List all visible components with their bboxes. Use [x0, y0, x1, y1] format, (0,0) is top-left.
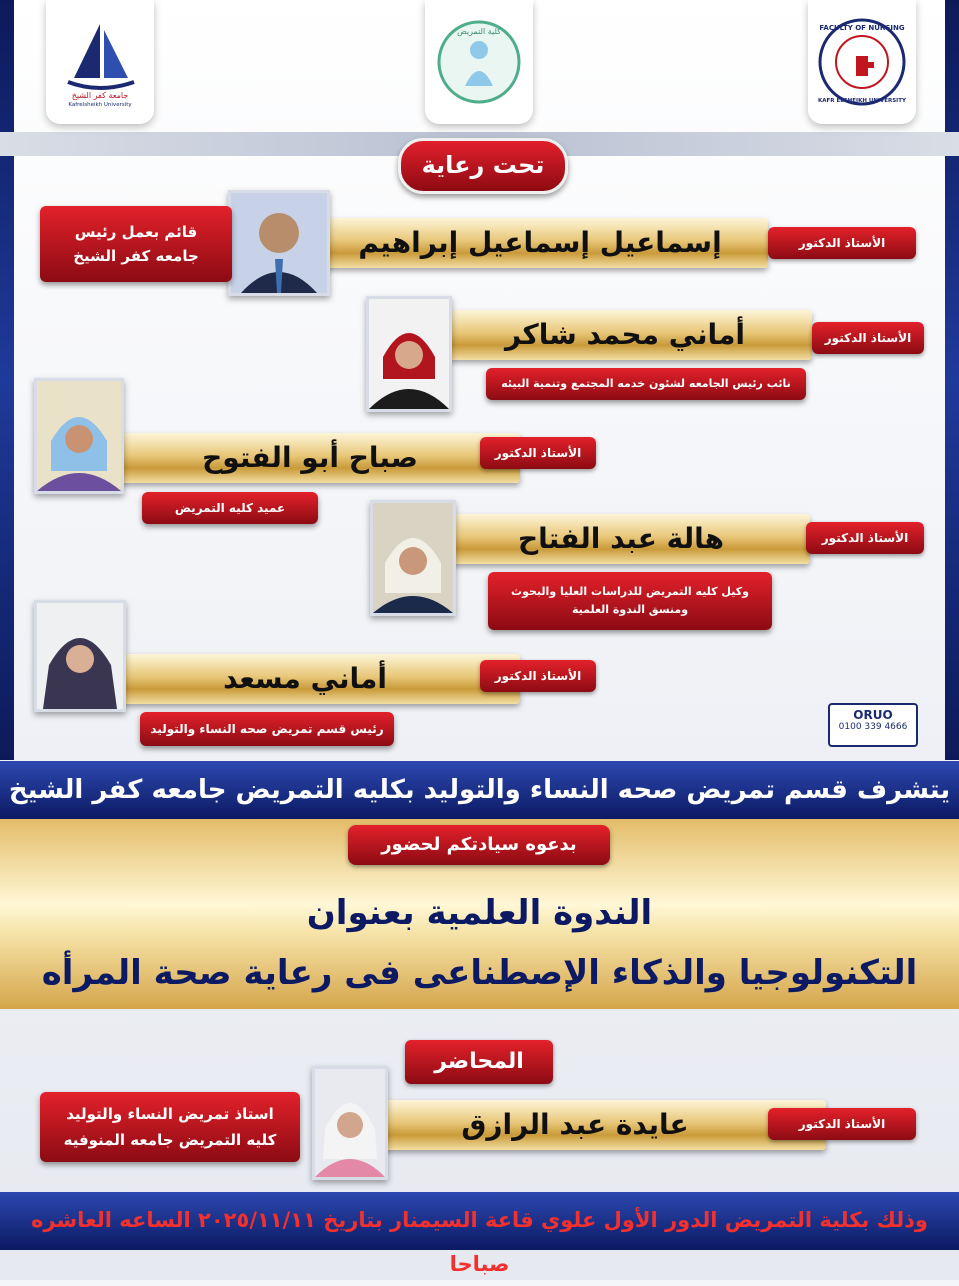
left-border [0, 0, 14, 760]
lecturer-role [40, 1092, 300, 1162]
sponsor-3-role [142, 492, 318, 524]
sponsor-5-name: أماني مسعد [223, 662, 387, 695]
sponsor-4-prefix: الأستاذ الدكتور [806, 522, 924, 554]
lecturer-label: المحاضر [405, 1040, 553, 1084]
sponsor-4-photo [370, 500, 456, 616]
stamp-brand: ORUO [853, 708, 893, 722]
sponsor-5-role-line1: رئيس قسم تمريض صحه النساء والتوليد [150, 722, 384, 736]
nursing-college-logo [425, 0, 533, 124]
sponsor-1-name: إسماعيل إسماعيل إبراهيم [358, 226, 722, 259]
sponsor-3-name: صباح أبو الفتوح [202, 441, 418, 474]
sponsor-2-role [486, 368, 806, 400]
sponsor-1-role [40, 206, 232, 282]
sponsor-4-name: هالة عبد الفتاح [517, 522, 725, 555]
sailboat-logo-icon [54, 16, 146, 108]
invite-label: بدعوه سيادتكم لحضور [348, 825, 610, 865]
patronage-title: تحت رعاية [398, 138, 568, 194]
lecturer-photo [312, 1066, 388, 1180]
seminar-line-2: التكنولوجيا والذكاء الإصطناعى فى رعاية صحة المرأه [41, 953, 918, 993]
lecturer-role-line2: كليه التمريض جامعه المنوفيه [63, 1131, 277, 1149]
center-logo-caption: كلية التمريض [457, 27, 501, 36]
sponsor-2-role-line1: نائب رئيس الجامعه لشئون خدمه المجتمع وتنمية البيئه [501, 377, 791, 390]
sponsor-4-role [488, 572, 772, 630]
stamp-phone: 0100 339 4666 [838, 722, 908, 732]
sponsor-1-role-line1: قائم بعمل رئيس [74, 223, 198, 241]
sponsor-5-photo [34, 600, 126, 712]
lecturer-prefix: الأستاذ الدكتور [768, 1108, 916, 1140]
sponsor-2-name: أماني محمد شاكر [505, 318, 745, 351]
sponsor-3-prefix: الأستاذ الدكتور [480, 437, 596, 469]
sponsor-1-photo [228, 190, 330, 296]
right-logo-caption-2: KAFR ELSHEIKH UNIVERSITY [818, 98, 906, 104]
sponsor-4-role-line1: وكيل كليه التمريض للدراسات العليا والبحوث [511, 585, 749, 598]
left-logo-caption: جامعة كفر الشيخ [71, 91, 129, 100]
sponsor-5-role [140, 712, 394, 746]
lecturer-name: عايدة عبد الرازق [461, 1108, 689, 1141]
printer-stamp [828, 703, 918, 747]
sponsor-1-role-line2: جامعه كفر الشيخ [73, 247, 199, 265]
right-logo-caption: FACULTY OF NURSING [819, 24, 905, 32]
nursing-emblem-icon [433, 16, 525, 108]
sponsor-5-prefix: الأستاذ الدكتور [480, 660, 596, 692]
left-logo-caption-en: Kafrelsheikh University [68, 102, 132, 108]
sponsor-1-prefix: الأستاذ الدكتور [768, 227, 916, 259]
sponsor-4-role-line2: ومنسق الندوة العلمية [571, 603, 689, 616]
sponsor-3-role-line1: عميد كليه التمريض [174, 501, 286, 515]
sponsor-2-prefix: الأستاذ الدكتور [812, 322, 924, 354]
kafrelsheikh-university-logo [46, 0, 154, 124]
seminar-line-1: الندوة العلمية بعنوان [306, 893, 653, 933]
right-border [945, 0, 959, 760]
faculty-seal-icon [816, 16, 908, 108]
announcement-band: يتشرف قسم تمريض صحه النساء والتوليد بكليه التمريض جامعه كفر الشيخ [0, 761, 959, 819]
lecturer-role-line1: استاذ تمريض النساء والتوليد [66, 1105, 274, 1123]
sponsor-3-photo [34, 378, 124, 494]
faculty-of-nursing-logo [808, 0, 916, 124]
sponsor-2-photo [366, 296, 452, 412]
footer-text: وذلك بكلية التمريض الدور الأول علوي قاعة السيمنار بتاريخ ٢٠٢٥/١١/١١ الساعه العاشره صباحا [31, 1208, 928, 1276]
